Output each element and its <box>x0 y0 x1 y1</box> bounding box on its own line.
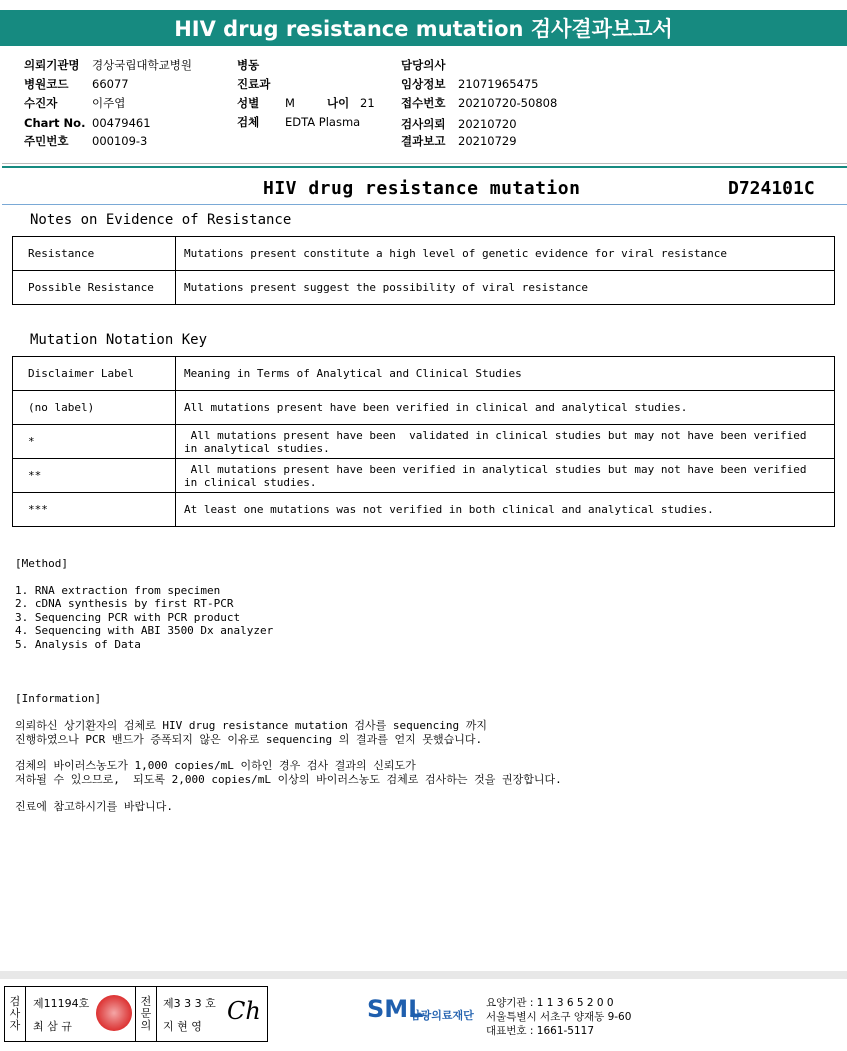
table-cell: Disclaimer Label <box>13 357 176 391</box>
table-row <box>13 237 835 271</box>
divider <box>2 204 847 205</box>
method-item: 4. Sequencing with ABI 3500 Dx analyzer <box>15 624 274 637</box>
method-title: [Method] <box>15 557 68 570</box>
company-name: 삼광의료재단 <box>410 1009 474 1022</box>
method-item: 5. Analysis of Data <box>15 638 141 651</box>
table-row <box>13 459 835 493</box>
sml-logo: SML <box>367 995 424 1023</box>
signature: Ch <box>227 997 261 1025</box>
header-sex-age: 성별 M 나이 21 <box>237 96 375 110</box>
seal-stamp <box>96 995 132 1031</box>
table-cell: All mutations present have been verified in analytical studies but may not have been verified in clinical studies. <box>176 459 835 493</box>
specialist-name: 지 현 영 <box>163 1020 202 1033</box>
information-paragraph: 의뢰하신 상기환자의 검체로 HIV drug resistance mutation 검사를 sequencing 까지 진행하였으나 PCR 밴드가 증폭되지 않은 이유로 sequencing 의 결과를 얻지 못했습니다. <box>15 719 488 746</box>
header-specimen: 검체 EDTA Plasma <box>237 115 361 129</box>
company-phone: 대표번호 : 1661-5117 <box>486 1025 595 1037</box>
table-row <box>13 271 835 305</box>
information-title: [Information] <box>15 692 102 705</box>
specialist-license-no: 제3 3 3 호 <box>163 997 216 1010</box>
header-doctor: 담당의사 <box>401 58 446 72</box>
table-cell: All mutations present have been validated in clinical studies but may not have been verified in analytical studies. <box>176 425 835 459</box>
evidence-table <box>12 236 835 305</box>
notation-table <box>12 356 835 527</box>
header-request-date: 검사의뢰 20210720 <box>401 117 517 131</box>
table-row <box>13 425 835 459</box>
table-row <box>13 493 835 527</box>
table-cell: (no label) <box>13 391 176 425</box>
tester-name: 최 삼 규 <box>33 1020 72 1033</box>
table-cell: Resistance <box>13 237 176 271</box>
evidence-section-title: Notes on Evidence of Resistance <box>30 212 292 228</box>
footer-divider <box>0 971 847 979</box>
divider <box>2 166 847 168</box>
tester-label: 검 사 자 <box>5 987 26 1041</box>
header-ward: 병동 <box>237 58 260 72</box>
header-dept: 진료과 <box>237 77 271 91</box>
specialist-label: 전 문 의 <box>135 987 157 1041</box>
header-report-date: 결과보고 20210729 <box>401 134 517 148</box>
header-institution: 의뢰기관명 경상국립대학교병원 <box>24 58 192 72</box>
information-paragraph: 진료에 참고하시기를 바랍니다. <box>15 800 174 813</box>
header-resident-no: 주민번호 000109-3 <box>24 134 148 148</box>
table-row <box>13 357 835 391</box>
method-item: 2. cDNA synthesis by first RT-PCR <box>15 597 234 610</box>
table-cell: Meaning in Terms of Analytical and Clinical Studies <box>176 357 835 391</box>
table-cell: * <box>13 425 176 459</box>
signature-box <box>4 986 268 1042</box>
header-hospital-code: 병원코드 66077 <box>24 77 129 91</box>
table-cell: ** <box>13 459 176 493</box>
divider <box>2 163 847 164</box>
table-cell: Mutations present suggest the possibility of viral resistance <box>176 271 835 305</box>
header-clinical-info: 임상정보 21071965475 <box>401 77 539 91</box>
table-cell: *** <box>13 493 176 527</box>
method-item: 1. RNA extraction from specimen <box>15 584 221 597</box>
table-cell: Mutations present constitute a high level of genetic evidence for viral resistance <box>176 237 835 271</box>
header-receipt-no: 접수번호 20210720-50808 <box>401 96 558 110</box>
test-code: D724101C <box>728 178 815 199</box>
test-subtitle: HIV drug resistance mutation <box>263 178 581 199</box>
report-title: HIV drug resistance mutation 검사결과보고서 <box>0 10 847 46</box>
table-cell: Possible Resistance <box>13 271 176 305</box>
tester-license-no: 제11194호 <box>33 997 90 1010</box>
facility-number: 요양기관 : 1 1 3 6 5 2 0 0 <box>486 997 614 1009</box>
table-cell: All mutations present have been verified in clinical and analytical studies. <box>176 391 835 425</box>
method-item: 3. Sequencing PCR with PCR product <box>15 611 241 624</box>
information-paragraph: 검체의 바이러스농도가 1,000 copies/mL 이하인 경우 검사 결과의 신뢰도가 저하될 수 있으므로, 되도록 2,000 copies/mL 이상의 바이러스농도 검체로 검사하는 것을 권장합니다. <box>15 759 562 786</box>
header-patient: 수진자 이주엽 <box>24 96 126 110</box>
table-row <box>13 391 835 425</box>
company-address: 서울특별시 서초구 양재동 9-60 <box>486 1011 632 1023</box>
notation-section-title: Mutation Notation Key <box>30 332 208 348</box>
table-cell: At least one mutations was not verified in both clinical and analytical studies. <box>176 493 835 527</box>
header-chart-no: Chart No. 00479461 <box>24 116 151 130</box>
